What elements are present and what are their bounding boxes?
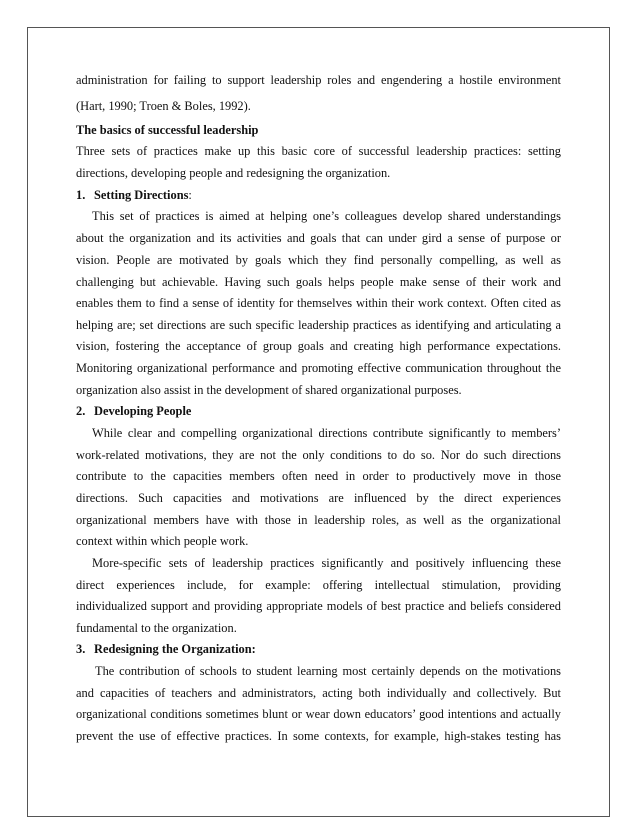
section-title: Redesigning the Organization: bbox=[94, 642, 256, 656]
text-line: helping are; set directions are such specific leadership practices as identifying and articulating a bbox=[76, 318, 561, 332]
section-heading-redesigning bbox=[76, 640, 561, 658]
text-line: about the organization and its activities and goals that can under gird a sense of purpose or bbox=[76, 231, 561, 245]
text-line: Monitoring organizational performance and promoting effective communication throughout the bbox=[76, 361, 561, 375]
text-line: Three sets of practices make up this basic core of successful leadership practices: setting bbox=[76, 144, 561, 158]
text-line: enables them to find a sense of identity for themselves within their work context. Often cited as bbox=[76, 296, 561, 310]
text-line: fundamental to the organization. bbox=[76, 621, 237, 635]
section-title-suffix: : bbox=[188, 188, 192, 202]
section-heading-basics: The basics of successful leadership bbox=[76, 123, 259, 137]
text-line: prevent the use of effective practices. In some contexts, for example, high-stakes testing has bbox=[76, 729, 561, 743]
text-line: individualized support and providing appropriate models of best practice and beliefs considered bbox=[76, 599, 561, 613]
section-heading-developing-people bbox=[76, 402, 561, 420]
text-line: contribute to the capacities members often need in order to productively move in those bbox=[76, 469, 561, 483]
text-line: directions. Such capacities and motivations are influenced by the direct experiences bbox=[76, 491, 561, 505]
text-line: vision. People are motivated by goals which they find personally compelling, as well as bbox=[76, 253, 561, 267]
text-line: directions, developing people and redesigning the organization. bbox=[76, 166, 391, 180]
text-line: This set of practices is aimed at helping one’s colleagues develop shared understandings bbox=[92, 209, 561, 223]
text-line: work-related motivations, they are not the only conditions to do so. Nor do such directions bbox=[76, 448, 561, 462]
text-line: direct experiences include, for example: offering intellectual stimulation, providing bbox=[76, 578, 561, 592]
text-line: While clear and compelling organizational directions contribute significantly to members’ bbox=[92, 426, 561, 440]
section-title: Developing People bbox=[94, 404, 192, 418]
section-number: 1. bbox=[76, 188, 86, 202]
text-line: vision, fostering the acceptance of group goals and creating high performance expectations. bbox=[76, 339, 561, 353]
text-line: context within which people work. bbox=[76, 534, 249, 548]
text-line: organization also assist in the development of shared organizational purposes. bbox=[76, 383, 462, 397]
text-line: (Hart, 1990; Troen & Boles, 1992). bbox=[76, 99, 251, 113]
text-line: administration for failing to support leadership roles and engendering a hostile environment bbox=[76, 73, 561, 87]
section-number: 2. bbox=[76, 404, 86, 418]
text-line: and capacities of teachers and administrators, acting both individually and collectively. But bbox=[76, 686, 561, 700]
section-number: 3. bbox=[76, 642, 86, 656]
text-line: organizational members have with those in leadership roles, as well as the organizational bbox=[76, 513, 561, 527]
text-line: challenging but achievable. Having such goals helps people make sense of their work and bbox=[76, 275, 561, 289]
text-line: More-specific sets of leadership practices significantly and positively influencing these bbox=[92, 556, 561, 570]
text-line: organizational conditions sometimes blunt or wear down educators’ good intentions and actually bbox=[76, 707, 561, 721]
section-heading-setting-directions bbox=[76, 186, 561, 204]
text-line: The contribution of schools to student learning most certainly depends on the motivations bbox=[95, 664, 561, 678]
section-title: Setting Directions bbox=[94, 188, 189, 202]
